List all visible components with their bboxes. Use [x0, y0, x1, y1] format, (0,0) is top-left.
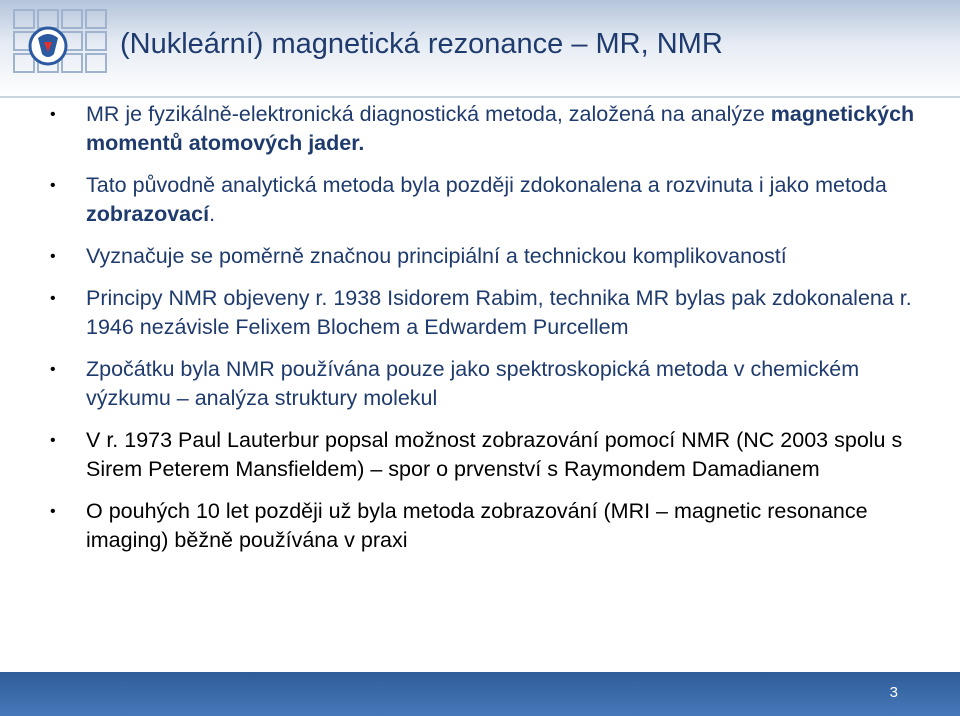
bullet-text: Zpočátku byla NMR používána pouze jako spektroskopická metoda v chemickém výzkumu – analýza struktury molekul — [86, 357, 860, 410]
bullet-text: Tato původně analytická metoda byla později zdokonalena a rozvinuta i jako metoda — [86, 173, 887, 197]
bullet-item — [50, 284, 930, 342]
footer-bar — [0, 672, 960, 716]
bullet-bold-text: magnetických momentů atomových jader. — [86, 102, 915, 155]
bullet-text: MR je fyzikálně-elektronická diagnostická metoda, založená na analýze — [86, 102, 771, 126]
bullet-dot-icon: • — [50, 177, 56, 194]
bullet-item — [50, 355, 930, 413]
bullet-item — [50, 100, 930, 158]
bullet-item — [50, 426, 930, 484]
bullet-bold-text: zobrazovací — [86, 202, 210, 226]
bullet-text: Vyznačuje se poměrně značnou principiální a technickou komplikovaností — [86, 244, 787, 268]
header-divider — [0, 96, 960, 98]
bullet-dot-icon: • — [50, 248, 56, 265]
slide-title: (Nukleární) magnetická rezonance – MR, NMR — [120, 28, 723, 60]
bullet-dot-icon: • — [50, 290, 56, 307]
bullet-item — [50, 171, 930, 229]
bullet-item — [50, 242, 930, 271]
bullet-dot-icon: • — [50, 432, 56, 449]
page-number: 3 — [889, 684, 898, 701]
bullet-text: Principy NMR objeveny r. 1938 Isidorem Rabim, technika MR bylas pak zdokonalena r. 1946 nezávisle Felixem Blochem a Edwardem Purcellem — [86, 286, 912, 339]
bullet-text: V r. 1973 Paul Lauterbur popsal možnost zobrazování pomocí NMR (NC 2003 spolu s Sirem Peterem Mansfieldem) – spor o prvenství s Raymondem Damadianem — [86, 428, 903, 481]
university-logo-icon — [8, 6, 112, 86]
bullet-list — [50, 100, 930, 568]
bullet-dot-icon: • — [50, 503, 56, 520]
bullet-text: O pouhých 10 let později už byla metoda zobrazování (MRI – magnetic resonance imaging) běžně používána v praxi — [86, 499, 868, 552]
bullet-text: . — [209, 202, 216, 226]
bullet-item — [50, 497, 930, 555]
bullet-dot-icon: • — [50, 106, 56, 123]
bullet-dot-icon: • — [50, 361, 56, 378]
